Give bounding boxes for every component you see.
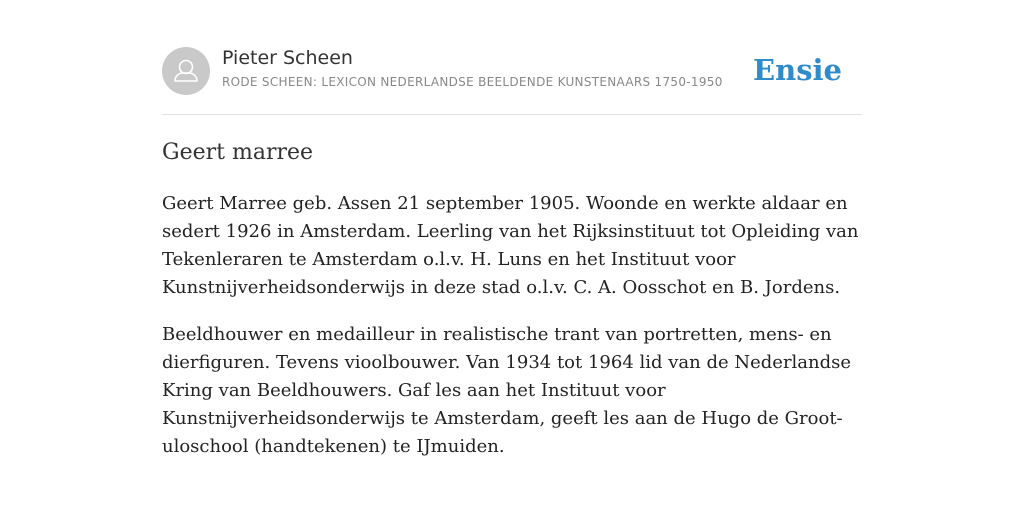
- source-title[interactable]: RODE SCHEEN: LEXICON NEDERLANDSE BEELDENDE KUNSTENAARS 1750-1950: [222, 75, 723, 89]
- author-name[interactable]: Pieter Scheen: [222, 47, 353, 69]
- entry-body: [162, 190, 867, 480]
- ensie-logo[interactable]: Ensie: [753, 53, 842, 87]
- paragraph: Beeldhouwer en medailleur in realistische trant van portretten, mens- en dierfiguren. Tevens vioolbouwer. Van 1934 tot 1964 lid van de Nederlandse Kring van Beeldhouwers. Gaf les aan het Instituut voor Kunstnijverheidsonderwijs te Amsterdam, geeft les aan de Hugo de Groot-uloschool (handtekenen) te IJmuiden.: [162, 324, 852, 457]
- user-silhouette-icon: [162, 47, 210, 95]
- author-avatar[interactable]: [162, 47, 210, 95]
- entry-title: Geert marree: [162, 140, 314, 165]
- entry-header: [162, 46, 862, 115]
- paragraph: Geert Marree geb. Assen 21 september 1905. Woonde en werkte aldaar en sedert 1926 in Amsterdam. Leerling van het Rijksinstituut tot Opleiding van Tekenleraren te Amsterdam o.l.v. H. Luns en het Instituut voor Kunstnijverheidsonderwijs in deze stad o.l.v. C. A. Oosschot en B. Jordens.: [162, 193, 859, 298]
